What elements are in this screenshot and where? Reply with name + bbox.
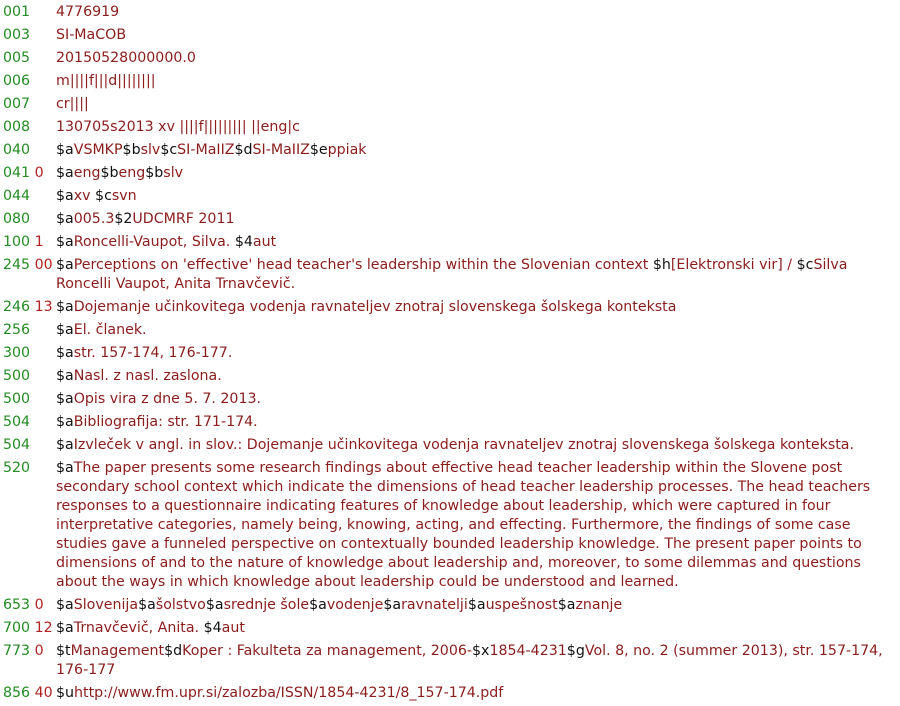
subfield-value: Nasl. z nasl. zaslona. (73, 368, 222, 384)
subfield-code: $a (138, 597, 156, 613)
field-tag-column (0, 619, 56, 638)
subfield-value: svn (111, 188, 137, 204)
field-content (56, 642, 900, 680)
field-content (56, 141, 900, 160)
marc-field-856 (0, 684, 900, 703)
subfield-value: Dojemanje učinkovitega vodenja ravnateljev znotraj slovenskega šolskega konteksta (73, 299, 677, 315)
subfield-code: $b (145, 165, 164, 181)
field-tag-column (0, 164, 56, 183)
subfield-value: 1854-4231 (489, 643, 567, 659)
field-content (56, 596, 900, 615)
subfield-code: $a (56, 620, 74, 636)
field-tag-column (0, 298, 56, 317)
field-content (56, 233, 900, 252)
field-tag: 500 (3, 391, 31, 407)
field-tag-column (0, 684, 56, 703)
field-tag-column (0, 642, 56, 661)
subfield-value: 4776919 (56, 4, 120, 20)
subfield-code: $a (467, 597, 486, 613)
field-content (56, 390, 900, 409)
marc-field-005 (0, 49, 900, 68)
subfield-value: Trnavčevič, Anita. (73, 620, 204, 636)
field-tag: 040 (3, 142, 31, 158)
field-content (56, 164, 900, 183)
subfield-value: xv (73, 188, 96, 204)
subfield-code: $d (234, 142, 253, 158)
subfield-code: $a (56, 345, 74, 361)
subfield-value: Vol. 8, no. 2 (summer 2013), str. 157-174, 176-177 (56, 643, 888, 678)
subfield-value: šolstvo (155, 597, 206, 613)
field-content (56, 436, 900, 455)
field-indicator: 0 (34, 165, 44, 181)
field-tag: 003 (3, 27, 31, 43)
field-tag-column (0, 210, 56, 229)
subfield-value: vodenje (326, 597, 384, 613)
field-content (56, 619, 900, 638)
subfield-code: $c (160, 142, 178, 158)
field-content (56, 3, 900, 22)
field-indicator: 12 (34, 620, 53, 636)
field-tag: 007 (3, 96, 31, 112)
subfield-value: Bibliografija: str. 171-174. (73, 414, 258, 430)
subfield-value: Silva Roncelli Vaupot, Anita Trnavčevič. (56, 257, 852, 292)
subfield-code: $4 (203, 620, 222, 636)
marc-field-504 (0, 436, 900, 455)
field-content (56, 684, 900, 703)
marc-field-700 (0, 619, 900, 638)
subfield-value: m||||f|||d|||||||| (56, 73, 156, 89)
marc-field-256 (0, 321, 900, 340)
field-content (56, 72, 900, 91)
subfield-value: Koper : Fakulteta za management, 2006- (182, 643, 473, 659)
field-content (56, 26, 900, 45)
subfield-code: $a (56, 234, 74, 250)
field-content (56, 344, 900, 363)
subfield-value: Roncelli-Vaupot, Silva. (73, 234, 235, 250)
field-indicator: 40 (34, 685, 53, 701)
subfield-code: $a (557, 597, 576, 613)
subfield-value: str. 157-174, 176-177. (73, 345, 233, 361)
subfield-value: uspešnost (485, 597, 558, 613)
field-content (56, 321, 900, 340)
subfield-value: slv (140, 142, 161, 158)
field-tag: 100 (3, 234, 31, 250)
field-tag: 001 (3, 4, 31, 20)
subfield-value: Perceptions on 'effective' head teacher's leadership within the Slovenian context (73, 257, 653, 273)
subfield-value: eng (73, 165, 101, 181)
marc-field-245 (0, 256, 900, 294)
subfield-value: VSMKP (73, 142, 123, 158)
subfield-code: $a (56, 322, 74, 338)
field-tag: 245 (3, 257, 31, 273)
field-content (56, 118, 900, 137)
field-tag: 044 (3, 188, 31, 204)
subfield-value: cr|||| (56, 96, 89, 112)
subfield-value: El. članek. (73, 322, 147, 338)
field-tag: 246 (3, 299, 31, 315)
subfield-value: ravnatelji (401, 597, 468, 613)
marc-field-041 (0, 164, 900, 183)
subfield-value: slv (163, 165, 184, 181)
marc-field-246 (0, 298, 900, 317)
subfield-code: $a (56, 368, 74, 384)
subfield-value: aut (252, 234, 277, 250)
field-tag: 504 (3, 414, 31, 430)
marc-field-040 (0, 141, 900, 160)
field-tag: 504 (3, 437, 31, 453)
subfield-code: $a (56, 188, 74, 204)
subfield-code: $c (796, 257, 814, 273)
field-tag-column (0, 413, 56, 432)
subfield-value: Opis vira z dne 5. 7. 2013. (73, 391, 262, 407)
field-tag-column (0, 49, 56, 68)
subfield-code: $e (309, 142, 328, 158)
subfield-value: SI-MaIIZ (177, 142, 235, 158)
subfield-code: $t (56, 643, 71, 659)
field-tag: 006 (3, 73, 31, 89)
field-tag-column (0, 367, 56, 386)
field-tag-column (0, 436, 56, 455)
field-tag: 041 (3, 165, 31, 181)
subfield-code: $a (205, 597, 224, 613)
subfield-code: $b (122, 142, 141, 158)
field-tag: 300 (3, 345, 31, 361)
marc-field-080 (0, 210, 900, 229)
field-tag-column (0, 233, 56, 252)
marc-field-504 (0, 413, 900, 432)
field-indicator: 00 (34, 257, 53, 273)
field-content (56, 49, 900, 68)
subfield-code: $a (56, 165, 74, 181)
field-tag: 700 (3, 620, 31, 636)
marc-field-007 (0, 95, 900, 114)
subfield-value: Slovenija (73, 597, 139, 613)
subfield-value: Management (70, 643, 165, 659)
field-tag-column (0, 141, 56, 160)
field-tag: 520 (3, 460, 31, 476)
subfield-value: http://www.fm.upr.si/zalozba/ISSN/1854-4231/8_157-174.pdf (74, 685, 504, 701)
subfield-code: $a (56, 299, 74, 315)
field-tag: 005 (3, 50, 31, 66)
field-indicator: 0 (34, 643, 44, 659)
subfield-code: $4 (234, 234, 253, 250)
subfield-code: $c (95, 188, 112, 204)
field-tag: 773 (3, 643, 31, 659)
subfield-code: $a (56, 460, 74, 476)
marc-field-500 (0, 390, 900, 409)
field-indicator: 1 (34, 234, 44, 250)
subfield-code: $2 (114, 211, 133, 227)
marc-field-300 (0, 344, 900, 363)
field-content (56, 459, 900, 592)
subfield-value: [Elektronski vir] / (670, 257, 797, 273)
subfield-value: 20150528000000.0 (56, 50, 196, 66)
field-content (56, 256, 900, 294)
subfield-value: 130705s2013 xv ||||f||||||||| ||eng|c (56, 119, 300, 135)
field-tag: 008 (3, 119, 31, 135)
marc-field-520 (0, 459, 900, 592)
marc-field-500 (0, 367, 900, 386)
field-indicator: 13 (34, 299, 53, 315)
field-content (56, 95, 900, 114)
field-tag: 256 (3, 322, 31, 338)
marc-field-044 (0, 187, 900, 206)
subfield-code: $a (383, 597, 402, 613)
field-tag: 653 (3, 597, 31, 613)
subfield-code: $a (309, 597, 327, 613)
subfield-code: $a (56, 597, 74, 613)
field-content (56, 413, 900, 432)
marc-field-008 (0, 118, 900, 137)
field-tag-column (0, 256, 56, 275)
marc-field-773 (0, 642, 900, 680)
subfield-code: $a (56, 142, 74, 158)
subfield-value: SI-MaCOB (56, 27, 127, 43)
subfield-code: $a (56, 437, 74, 453)
subfield-code: $d (164, 643, 183, 659)
marc-field-003 (0, 26, 900, 45)
subfield-value: aut (221, 620, 245, 636)
subfield-value: SI-MaIIZ (252, 142, 310, 158)
field-tag-column (0, 26, 56, 45)
marc-field-653 (0, 596, 900, 615)
subfield-code: $b (100, 165, 119, 181)
subfield-value: znanje (575, 597, 623, 613)
field-content (56, 367, 900, 386)
field-tag-column (0, 596, 56, 615)
subfield-value: srednje šole (223, 597, 310, 613)
subfield-code: $a (56, 211, 74, 227)
subfield-value: Izvleček v angl. in slov.: Dojemanje učinkovitega vodenja ravnateljev znotraj slovenskega šolskega konteksta. (73, 437, 855, 453)
marc-field-100 (0, 233, 900, 252)
field-content (56, 298, 900, 317)
field-tag: 856 (3, 685, 31, 701)
marc-field-006 (0, 72, 900, 91)
subfield-code: $u (56, 685, 75, 701)
subfield-code: $x (472, 643, 490, 659)
field-indicator: 0 (34, 597, 44, 613)
subfield-value: ppiak (327, 142, 367, 158)
subfield-value: 005.3 (73, 211, 115, 227)
marc-field-001 (0, 3, 900, 22)
field-tag-column (0, 72, 56, 91)
field-tag-column (0, 321, 56, 340)
field-tag-column (0, 187, 56, 206)
subfield-value: eng (118, 165, 146, 181)
subfield-code: $g (566, 643, 585, 659)
field-tag: 080 (3, 211, 31, 227)
subfield-value: UDCMRF 2011 (132, 211, 235, 227)
field-content (56, 187, 900, 206)
subfield-code: $a (56, 257, 74, 273)
field-tag-column (0, 3, 56, 22)
field-content (56, 210, 900, 229)
field-tag: 500 (3, 368, 31, 384)
field-tag-column (0, 118, 56, 137)
subfield-value: The paper presents some research findings about effective head teacher leadership within the Slovene post secondary school context which indicate the dimensions of head teacher leadership processes. The head teachers responses to a questionnaire indicating features of knowledge about leadership, which were captured in four interpretative categories, namely being, knowing, acting, and effecting. Furthermore, the findings of some case studies gave a funneled perspective on contextually bounded leadership knowledge. The present paper points to dimensions of and to the nature of knowledge about leadership and, moreover, to some dilemmas and questions about the ways in which knowledge about leadership could be understood and learned. (56, 460, 875, 590)
field-tag-column (0, 390, 56, 409)
subfield-code: $h (652, 257, 671, 273)
field-tag-column (0, 459, 56, 478)
subfield-code: $a (56, 391, 74, 407)
subfield-code: $a (56, 414, 74, 430)
field-tag-column (0, 344, 56, 363)
field-tag-column (0, 95, 56, 114)
